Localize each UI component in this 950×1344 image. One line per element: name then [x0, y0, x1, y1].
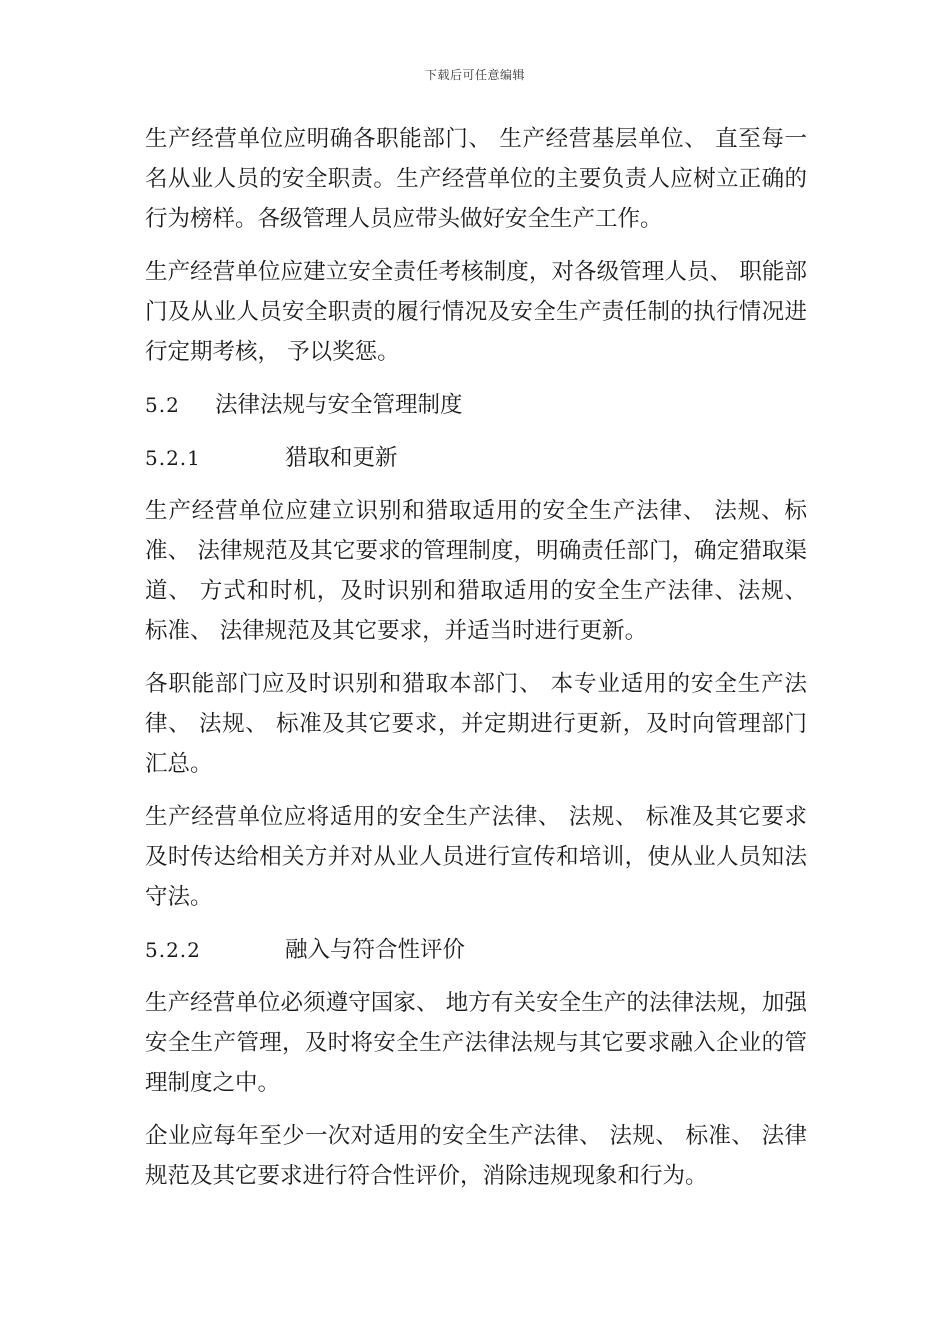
section-heading-5-2	[145, 385, 807, 425]
subsection-title: 猎取和更新	[285, 445, 398, 471]
section-title: 法律法规与安全管理制度	[215, 392, 463, 418]
section-number: 5.2	[145, 393, 180, 417]
paragraph-responsibility-assessment: 生产经营单位应建立安全责任考核制度，对各级管理人员、 职能部门及从业人员安全职责的履行情况及安全生产责任制的执行情况进行定期考核， 予以奖惩。	[145, 259, 807, 365]
paragraph-department-updates: 各职能部门应及时识别和猎取本部门、 本专业适用的安全生产法律、 法规、 标准及其它要求，并定期进行更新，及时向管理部门汇总。	[145, 671, 807, 777]
document-body	[145, 119, 807, 1209]
paragraph-comply-integrate: 生产经营单位必须遵守国家、 地方有关安全生产的法律法规，加强安全生产管理，及时将安全生产法律法规与其它要求融入企业的管理制度之中。	[145, 990, 807, 1096]
paragraph-safety-duties: 生产经营单位应明确各职能部门、 生产经营基层单位、 直至每一名从业人员的安全职责。生产经营单位的主要负责人应树立正确的行为榜样。各级管理人员应带头做好安全生产工作。	[145, 126, 807, 232]
subsection-number: 5.2.2	[145, 938, 201, 962]
paragraph-communicate-training: 生产经营单位应将适用的安全生产法律、 法规、 标准及其它要求及时传达给相关方并对从业人员进行宣传和培训，使从业人员知法守法。	[145, 804, 807, 910]
paragraph-identify-regulations: 生产经营单位应建立识别和猎取适用的安全生产法律、 法规、标准、 法律规范及其它要求的管理制度，明确责任部门，确定猎取渠道、 方式和时机，及时识别和猎取适用的安全生产法律、法规、 标准、 法律规范及其它要求，并适当时进行更新。	[145, 498, 807, 644]
subsection-heading-5-2-2	[145, 930, 807, 970]
subsection-number: 5.2.1	[145, 446, 201, 470]
subsection-title: 融入与符合性评价	[285, 937, 466, 963]
subsection-heading-5-2-1	[145, 438, 807, 478]
paragraph-annual-evaluation: 企业应每年至少一次对适用的安全生产法律、 法规、 标准、 法律规范及其它要求进行符合性评价，消除违规现象和行为。	[145, 1123, 807, 1189]
download-note-header: 下载后可任意编辑	[424, 68, 525, 82]
